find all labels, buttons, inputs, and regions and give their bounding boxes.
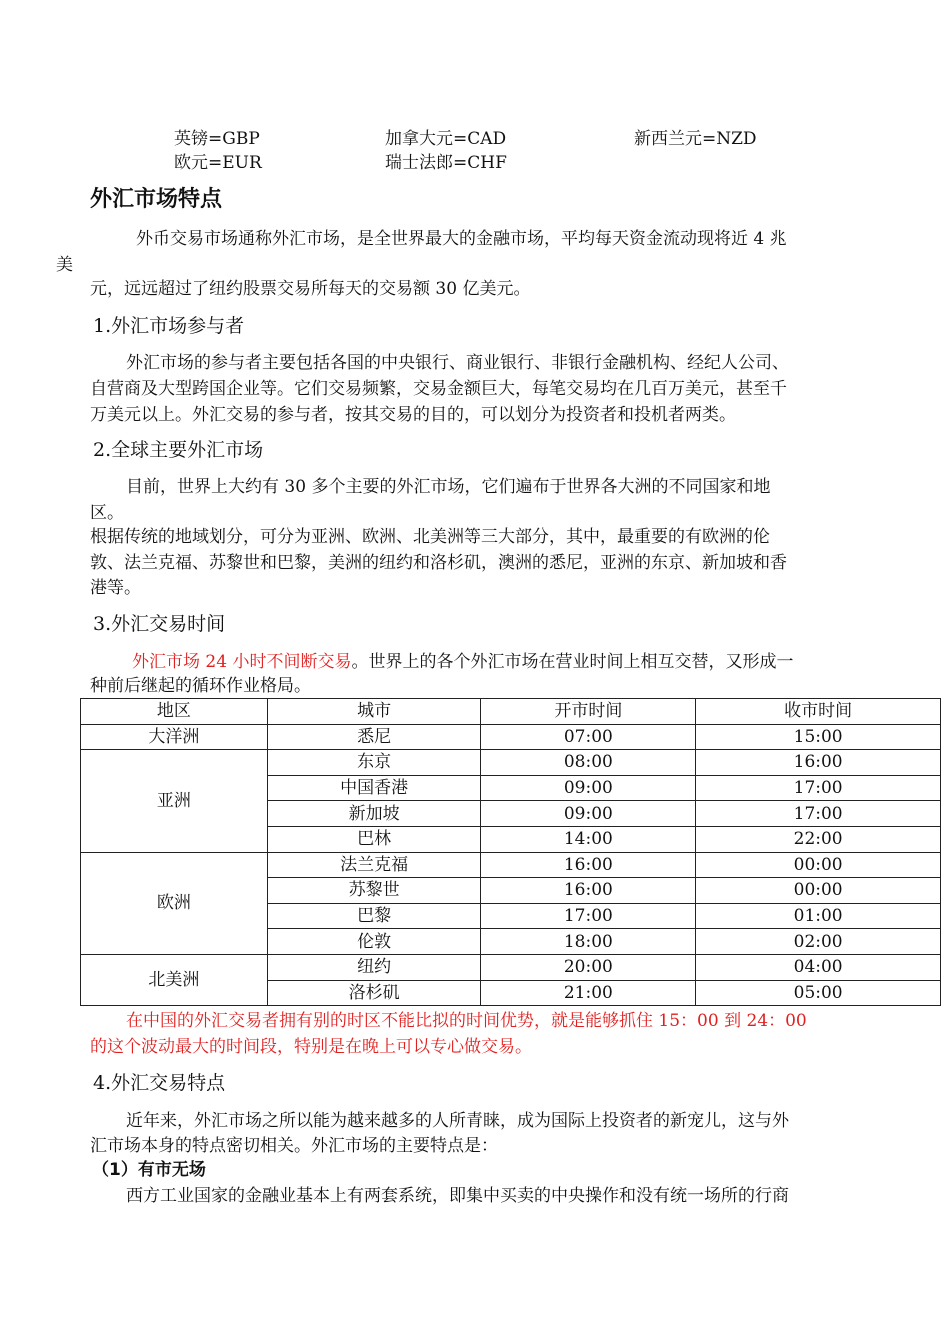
currency-chf: 瑞士法郎=CHF	[385, 153, 507, 173]
city-cell: 巴林	[267, 826, 481, 852]
time-advantage-note: 的这个波动最大的时间段，特别是在晚上可以专心做交易。	[90, 1037, 532, 1057]
table-row	[81, 724, 941, 750]
header-open: 开市时间	[481, 699, 696, 725]
open-cell: 16:00	[481, 878, 696, 904]
city-cell: 法兰克福	[267, 852, 481, 878]
section-2-line: 港等。	[90, 578, 141, 598]
open-cell: 16:00	[481, 852, 696, 878]
city-cell: 悉尼	[267, 724, 481, 750]
close-cell: 01:00	[696, 903, 941, 929]
header-city: 城市	[267, 699, 481, 725]
city-cell: 中国香港	[267, 775, 481, 801]
close-cell: 04:00	[696, 954, 941, 980]
section-4-heading: 4.外汇交易特点	[93, 1072, 226, 1094]
city-cell: 新加坡	[267, 801, 481, 827]
table-row	[81, 750, 941, 776]
intro-line-1: 外币交易市场通称外汇市场，是全世界最大的金融市场，平均每天资金流动现将近 4 兆	[136, 229, 787, 249]
section-4-line: 近年来，外汇市场之所以能为越来越多的人所青睐，成为国际上投资者的新宠儿，这与外	[126, 1111, 789, 1131]
section-2-line: 根据传统的地域划分，可分为亚洲、欧洲、北美洲等三大部分，其中，最重要的有欧洲的伦	[90, 527, 770, 547]
section-1-line: 万美元以上。外汇交易的参与者，按其交易的目的，可以划分为投资者和投机者两类。	[90, 405, 736, 425]
currency-gbp: 英镑=GBP	[174, 129, 260, 149]
open-cell: 08:00	[481, 750, 696, 776]
open-cell: 09:00	[481, 775, 696, 801]
section-3-line-1	[132, 649, 793, 675]
close-cell: 00:00	[696, 878, 941, 904]
city-cell: 伦敦	[267, 929, 481, 955]
city-cell: 巴黎	[267, 903, 481, 929]
table-row	[81, 852, 941, 878]
currency-cad: 加拿大元=CAD	[385, 129, 507, 149]
close-cell: 16:00	[696, 750, 941, 776]
close-cell: 05:00	[696, 980, 941, 1006]
region-cell: 亚洲	[81, 750, 268, 852]
section-3-heading: 3.外汇交易时间	[93, 613, 226, 635]
open-cell: 14:00	[481, 826, 696, 852]
city-cell: 东京	[267, 750, 481, 776]
section-1-line: 外汇市场的参与者主要包括各国的中央银行、商业银行、非银行金融机构、经纪人公司、	[126, 353, 789, 373]
region-cell: 欧洲	[81, 852, 268, 954]
section-3-line-1-rest: 。世界上的各个外汇市场在营业时间上相互交替，又形成一	[351, 652, 794, 672]
table-header-row	[81, 699, 941, 725]
region-cell: 大洋洲	[81, 724, 268, 750]
city-cell: 苏黎世	[267, 878, 481, 904]
intro-line-2: 元，远远超过了纽约股票交易所每天的交易额 30 亿美元。	[90, 279, 531, 299]
section-4-sub1-line: 西方工业国家的金融业基本上有两套系统，即集中买卖的中央操作和没有统一场所的行商	[126, 1186, 789, 1206]
open-cell: 07:00	[481, 724, 696, 750]
section-4-line: 汇市场本身的特点密切相关。外汇市场的主要特点是：	[90, 1136, 498, 1156]
section-1-line: 自营商及大型跨国企业等。它们交易频繁，交易金额巨大，每笔交易均在几百万美元，甚至千	[90, 379, 787, 399]
time-advantage-note: 在中国的外汇交易者拥有别的时区不能比拟的时间优势，就是能够抓住 15：00 到 24：00	[126, 1011, 807, 1031]
city-cell: 洛杉矶	[267, 980, 481, 1006]
page-title: 外汇市场特点	[90, 187, 223, 212]
intro-line-1b: 美	[56, 255, 73, 275]
close-cell: 02:00	[696, 929, 941, 955]
close-cell: 15:00	[696, 724, 941, 750]
open-cell: 18:00	[481, 929, 696, 955]
header-region: 地区	[81, 699, 268, 725]
section-2-line: 目前，世界上大约有 30 多个主要的外汇市场，它们遍布于世界各大洲的不同国家和地	[126, 477, 771, 497]
close-cell: 00:00	[696, 852, 941, 878]
close-cell: 17:00	[696, 775, 941, 801]
header-close: 收市时间	[696, 699, 941, 725]
table-row	[81, 954, 941, 980]
section-2-line: 敦、法兰克福、苏黎世和巴黎，美洲的纽约和洛杉矶，澳洲的悉尼，亚洲的东京、新加坡和香	[90, 553, 787, 573]
region-cell: 北美洲	[81, 954, 268, 1005]
open-cell: 21:00	[481, 980, 696, 1006]
currency-eur: 欧元=EUR	[174, 153, 262, 173]
section-1-heading: 1.外汇市场参与者	[93, 315, 245, 337]
open-cell: 09:00	[481, 801, 696, 827]
trading-24h-highlight: 外汇市场 24 小时不间断交易	[132, 652, 352, 672]
open-cell: 17:00	[481, 903, 696, 929]
open-cell: 20:00	[481, 954, 696, 980]
currency-nzd: 新西兰元=NZD	[634, 129, 757, 149]
close-cell: 17:00	[696, 801, 941, 827]
close-cell: 22:00	[696, 826, 941, 852]
section-2-heading: 2.全球主要外汇市场	[93, 439, 264, 461]
city-cell: 纽约	[267, 954, 481, 980]
section-3-line-2: 种前后继起的循环作业格局。	[90, 676, 311, 696]
subheading-1: （1）有市无场	[92, 1160, 206, 1180]
trading-hours-table	[80, 698, 941, 1006]
section-2-line: 区。	[90, 503, 124, 523]
